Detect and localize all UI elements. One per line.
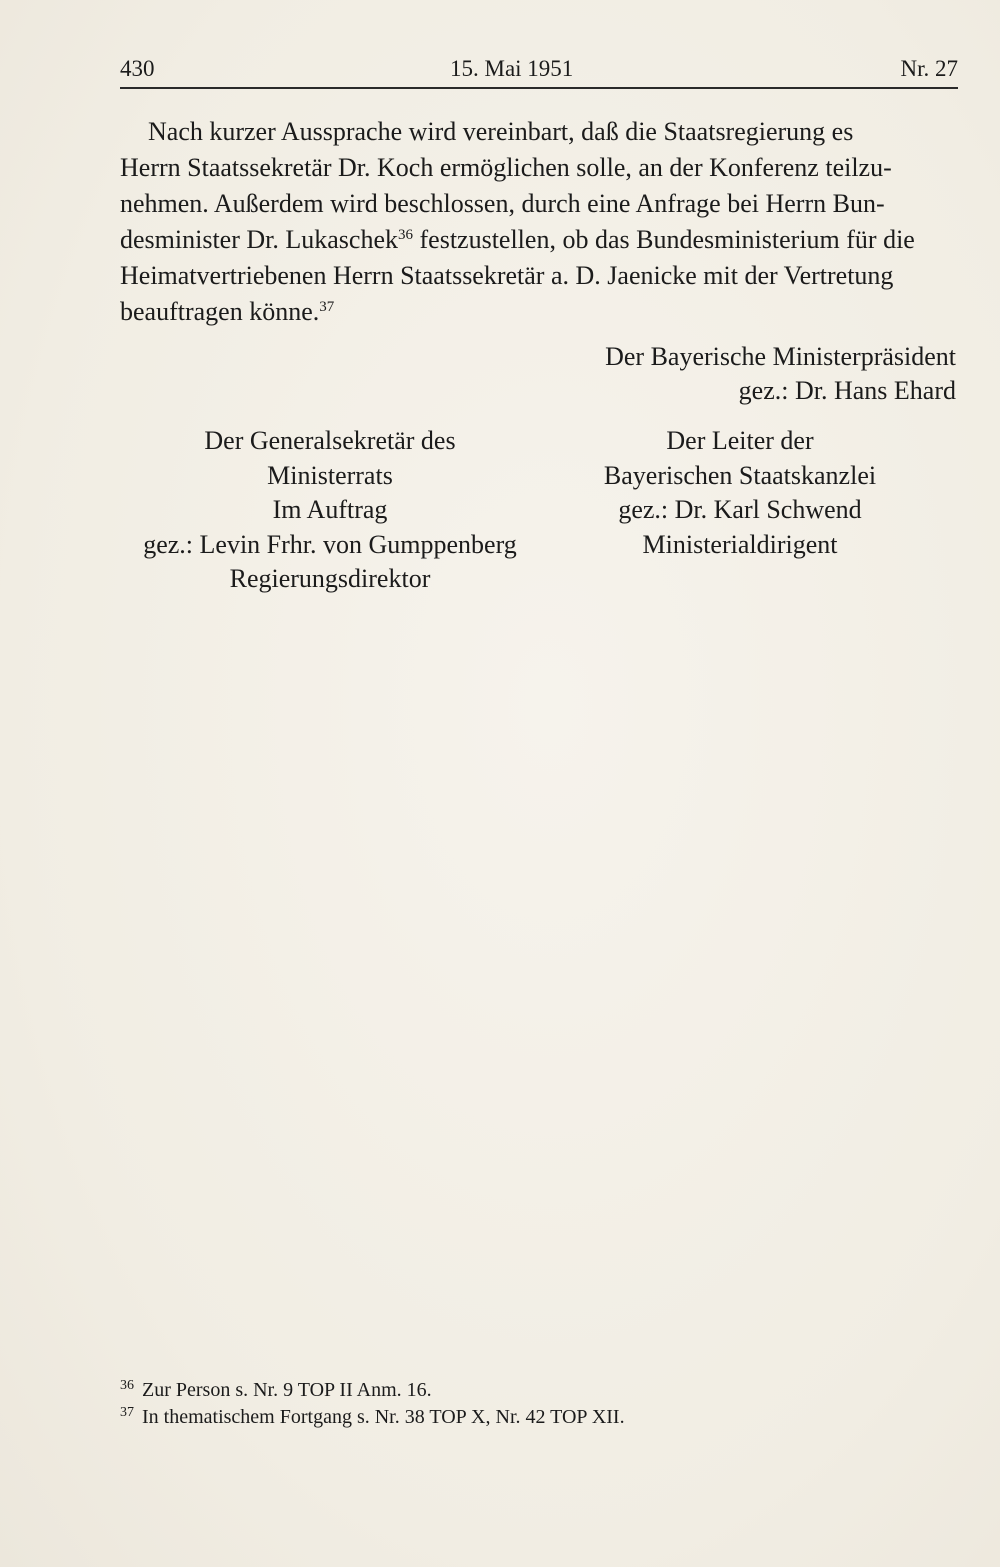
signature-line: Der Generalsekretär des: [204, 426, 456, 455]
body-line: beauftragen könne.$^{37}$: [120, 297, 335, 326]
signature-line: Ministerialdirigent: [642, 529, 838, 559]
footnote-ref-36: 36: [398, 227, 413, 243]
signature-staatskanzlei: [590, 424, 890, 562]
signature-generalsekretaer: [120, 424, 540, 597]
page-header: [120, 52, 958, 86]
signature-ministerpraesident: [540, 340, 956, 408]
body-line: nehmen. Außerdem wird beschlossen, durch eine Anfrage bei Herrn Bun-: [120, 189, 885, 218]
signature-line: Der Leiter der: [666, 426, 814, 455]
footnote-ref-37: 37: [319, 299, 335, 315]
footnote-number: 36: [120, 1378, 134, 1393]
footnote-number: 37: [120, 1405, 134, 1420]
page-number: 430: [120, 56, 155, 81]
signature-line: Bayerischen Staatskanzlei: [603, 460, 877, 490]
signature-name: gez.: Dr. Hans Ehard: [738, 376, 956, 405]
signature-line: gez.: Dr. Karl Schwend: [618, 495, 862, 524]
body-line: desminister Dr. Lukaschek$^{36}$ festzustellen, ob das Bundesministerium für die: [120, 225, 915, 254]
footnote-37: [120, 1404, 958, 1431]
header-issue-number: Nr. 27: [900, 56, 958, 81]
footnote-text: In thematischem Fortgang s. Nr. 38 TOP X, Nr. 42 TOP XII.: [142, 1406, 625, 1428]
body-paragraph: [120, 114, 958, 330]
header-rule: [120, 87, 958, 89]
body-line: Heimatvertriebenen Herrn Staatssekretär a. D. Jaenicke mit der Vertretung: [120, 261, 894, 290]
signature-line: gez.: Levin Frhr. von Gumppenberg: [143, 529, 517, 559]
signature-line: Im Auftrag: [272, 495, 388, 524]
signature-title: Der Bayerische Ministerpräsident: [605, 342, 956, 371]
signature-line: Ministerrats: [267, 460, 393, 490]
footnotes: [120, 1377, 958, 1431]
footnote-36: [120, 1377, 958, 1404]
footnote-text: Zur Person s. Nr. 9 TOP II Anm. 16.: [142, 1379, 432, 1401]
signature-line: Regierungsdirektor: [229, 564, 431, 593]
body-line: Nach kurzer Aussprache wird vereinbart, daß die Staatsregierung es: [148, 117, 854, 146]
body-line: Herrn Staatssekretär Dr. Koch ermöglichen solle, an der Konferenz teilzu-: [120, 153, 892, 182]
header-date: 15. Mai 1951: [450, 56, 574, 81]
